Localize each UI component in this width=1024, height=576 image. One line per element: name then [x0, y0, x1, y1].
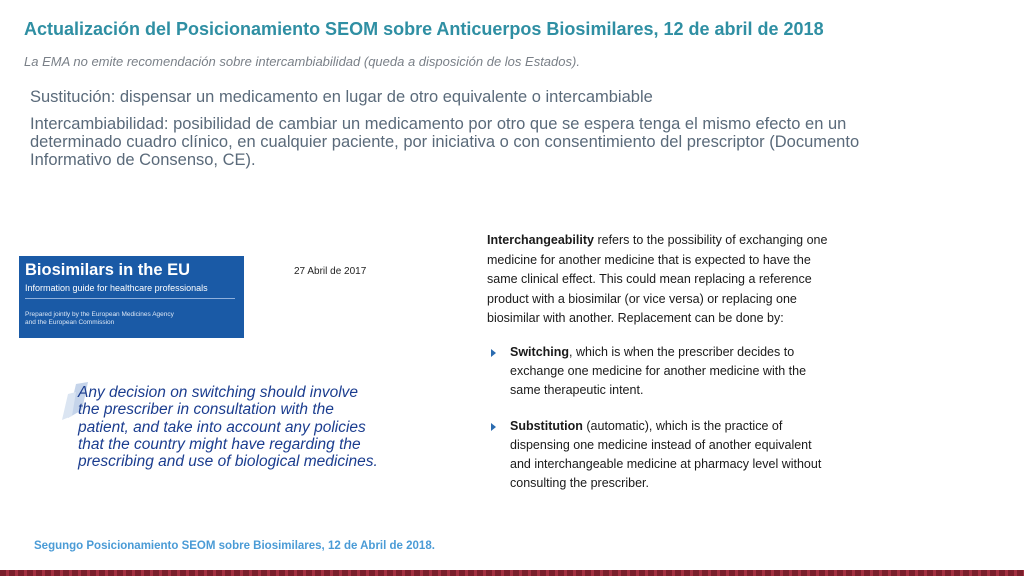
- arrow-bullet-icon: [491, 423, 496, 431]
- definitions-list: [30, 88, 890, 178]
- slide-title: Actualización del Posicionamiento SEOM sobre Anticuerpos Biosimilares, 12 de abril de 2018: [24, 19, 824, 39]
- slide-subtitle: La EMA no emite recomendación sobre intercambiabilidad (queda a disposición de los Estados).: [24, 54, 580, 69]
- interchangeability-term: Interchangeability: [487, 233, 594, 247]
- list-item: [487, 343, 832, 400]
- interchangeability-excerpt: [487, 231, 832, 510]
- list-item: [487, 417, 832, 493]
- definition-intercambiabilidad: Intercambiabilidad: posibilidad de cambiar un medicamento por otro que se espera tenga el mismo efecto en un determinado cuadro clínico, en cualquier paciente, por iniciativa o con consentimiento del prescriptor (Documento Informativo de Consenso, CE).: [30, 115, 860, 169]
- switching-quote: [62, 380, 382, 490]
- eu-guide-prepared-line1: Prepared jointly by the European Medicines Agency: [25, 311, 174, 318]
- bottom-decorative-band: [0, 570, 1024, 576]
- definition-sustitucion: Sustitución: dispensar un medicamento en lugar de otro equivalente o intercambiable: [30, 88, 653, 106]
- quote-text: Any decision on switching should involve the prescriber in consultation with the patient, and take into account any policies that the country might have regarding the prescribing and use of biological medicines.: [78, 384, 378, 471]
- eu-guide-date: 27 Abril de 2017: [294, 266, 367, 277]
- interchangeability-definition: refers to the possibility of exchanging one medicine for another medicine that is expected to have the same clinical effect. This could mean replacing a reference product with a biosimilar (or vice versa) or replacing one biosimilar with another. Replacement can be done by:: [487, 233, 828, 325]
- replacement-methods-list: [487, 343, 832, 493]
- arrow-bullet-icon: [491, 349, 496, 357]
- eu-guide-title: Biosimilars in the EU: [25, 261, 191, 279]
- substitution-term: Substitution: [510, 418, 583, 433]
- eu-guide-divider: [25, 298, 235, 299]
- eu-guide-subtitle: Information guide for healthcare professionals: [25, 283, 208, 293]
- slide-footer: Segungo Posicionamiento SEOM sobre Biosimilares, 12 de Abril de 2018.: [34, 540, 435, 552]
- substitution-text: (automatic), which is the practice of dispensing one medicine instead of another equivalent and interchangeable medicine at pharmacy level without consulting the prescriber.: [510, 418, 822, 490]
- eu-guide-prepared-line2: and the European Commission: [25, 318, 115, 326]
- switching-text: , which is when the prescriber decides to exchange one medicine for another medicine with the same therapeutic intent.: [510, 344, 807, 397]
- interchangeability-paragraph: [487, 231, 832, 329]
- switching-term: Switching: [510, 344, 570, 359]
- eu-guide-cover: [19, 256, 244, 338]
